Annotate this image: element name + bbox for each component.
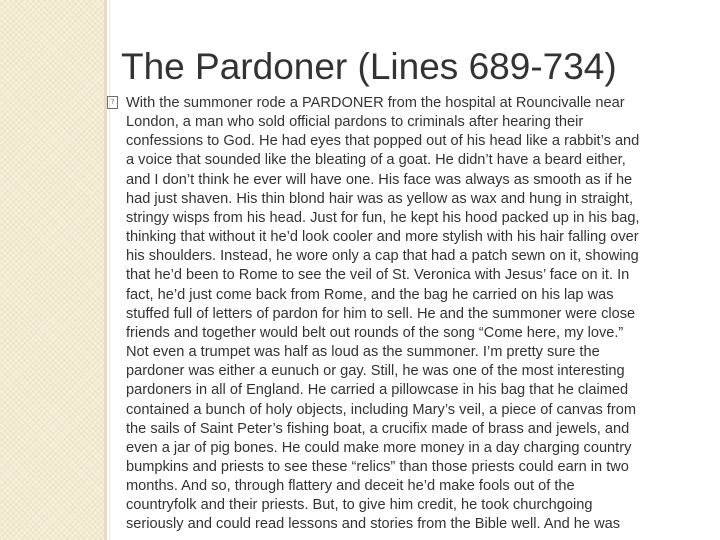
body-line: thinking that without it he’d look cooler and more stylish with his hair falling over: [126, 229, 639, 246]
body-line: countryfolk and their priests. But, to give him credit, he took churchgoing: [126, 497, 593, 514]
slide-title: The Pardoner (Lines 689-734): [121, 46, 617, 87]
body-line: London, a man who sold official pardons to criminals after hearing their: [126, 114, 584, 131]
body-line: stuffed full of letters of pardon for him to sell. He and the summoner were close: [126, 305, 636, 322]
body-line: bumpkins and priests to see these “relics” than those priests could earn in two: [126, 458, 629, 475]
body-line: his shoulders. Instead, he wore only a cap that had a patch sewn on it, showing: [126, 248, 639, 265]
body-line: confessions to God. He had eyes that popped out of his head like a rabbit’s and: [126, 133, 640, 150]
decorative-band-rule: [109, 0, 110, 540]
slide-body-text: [126, 94, 692, 535]
decorative-band-edge: [104, 0, 107, 540]
body-line: fact, he’d just come back from Rome, and the bag he carried on his lap was: [126, 286, 614, 303]
body-line: even a jar of pig bones. He could make more money in a day charging country: [126, 439, 632, 456]
body-line: a voice that sounded like the bleating of a goat. He didn’t have a beard either,: [126, 152, 626, 169]
decorative-left-band: [0, 0, 106, 540]
body-line: With the summoner rode a PARDONER from the hospital at Rouncivalle near: [126, 95, 625, 111]
body-line: stringy wisps from his head. Just for fun, he kept his hood packed up in his bag,: [126, 209, 640, 226]
bullet-icon: ?: [107, 96, 118, 109]
body-line: pardoner was either a eunuch or gay. Still, he was one of the most interesting: [126, 363, 625, 380]
body-line: and I don’t think he ever will have one. His face was always as smooth as if he: [126, 171, 633, 188]
body-line: that he’d been to Rome to see the veil of St. Veronica with Jesus’ face on it. In: [126, 267, 630, 284]
body-line: pardoners in all of England. He carried a pillowcase in his bag that he claimed: [126, 382, 629, 399]
body-line: seriously and could read lessons and stories from the Bible well. And he was: [126, 516, 621, 533]
body-line: the sails of Saint Peter’s fishing boat, a crucifix made of brass and jewels, and: [126, 420, 630, 437]
body-line: months. And so, through flattery and deceit he’d make fools out of the: [126, 478, 575, 495]
body-line: contained a bunch of holy objects, including Mary’s veil, a piece of canvas from: [126, 401, 636, 418]
body-line: Not even a trumpet was half as loud as the summoner. I’m pretty sure the: [126, 344, 600, 361]
body-line: had just shaven. His thin blond hair was as yellow as wax and hung in straight,: [126, 190, 634, 207]
body-line: friends and together would belt out rounds of the song “Come here, my love.”: [126, 324, 624, 341]
